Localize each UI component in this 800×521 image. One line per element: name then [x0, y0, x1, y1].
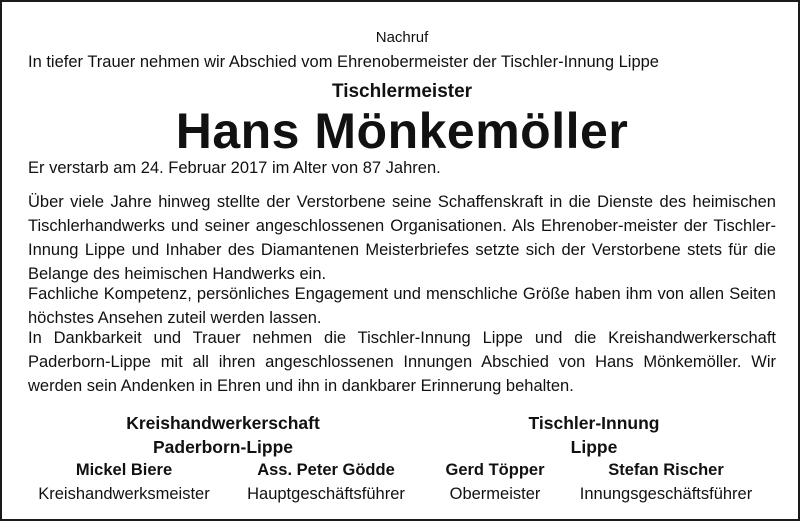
signatory: [564, 458, 768, 506]
signatory-role: Hauptgeschäftsführer: [247, 485, 405, 503]
organization-region: Paderborn-Lippe: [152, 437, 293, 457]
signatory: [428, 458, 562, 506]
deceased-name: Hans Mönkemöller: [175, 103, 629, 159]
organization-name: Tischler-Innung: [528, 413, 660, 433]
signatory-name: Ass. Peter Gödde: [257, 461, 395, 479]
paragraph-3: In Dankbarkeit und Trauer nehmen die Tischler-Innung Lippe und die Kreishandwerkerschaft Paderborn-Lippe mit all ihren angeschlossenen Innungen Abschied von Hans Mönkemöller. Wir werden sein Andenken in Ehren und ihn in dankbarer Erinnerung behalten.: [28, 329, 776, 395]
organization-region: Lippe: [570, 437, 618, 457]
notice-label: Nachruf: [375, 29, 429, 46]
organization-kreishandwerkerschaft: [93, 411, 353, 459]
signatory-role: Kreishandwerksmeister: [38, 485, 210, 503]
signatory-name: Stefan Rischer: [608, 461, 724, 479]
organization-tischler-innung: [478, 411, 710, 459]
signatory-name: Gerd Töpper: [445, 461, 545, 479]
signatory: [232, 458, 420, 506]
title-prefix: Tischlermeister: [331, 81, 473, 102]
signatory-name: Mickel Biere: [75, 461, 173, 479]
paragraph-1: Über viele Jahre hinweg stellte der Verstorbene seine Schaffenskraft in die Dienste des heimischen Tischlerhandwerks und seiner angeschlossenen Organisationen. Als Ehrenober-meister der Tischler-Innung Lippe und Inhaber des Diamantenen Meisterbriefes setzte sich der Verstorbene stets für die Belange des heimischen Handwerks ein.: [28, 193, 776, 283]
death-line: Er verstarb am 24. Februar 2017 im Alter von 87 Jahren.: [28, 159, 441, 177]
signatory-role: Innungsgeschäftsführer: [579, 485, 753, 503]
signatory-role: Obermeister: [449, 485, 541, 503]
organization-name: Kreishandwerkerschaft: [126, 413, 320, 433]
paragraph-2: Fachliche Kompetenz, persönliches Engagement und menschliche Größe haben ihm von allen Seiten höchstes Ansehen zuteil werden lassen.: [28, 285, 776, 327]
signatory: [26, 458, 222, 506]
intro-line: In tiefer Trauer nehmen wir Abschied vom Ehrenobermeister der Tischler-Innung Lippe: [28, 53, 659, 71]
